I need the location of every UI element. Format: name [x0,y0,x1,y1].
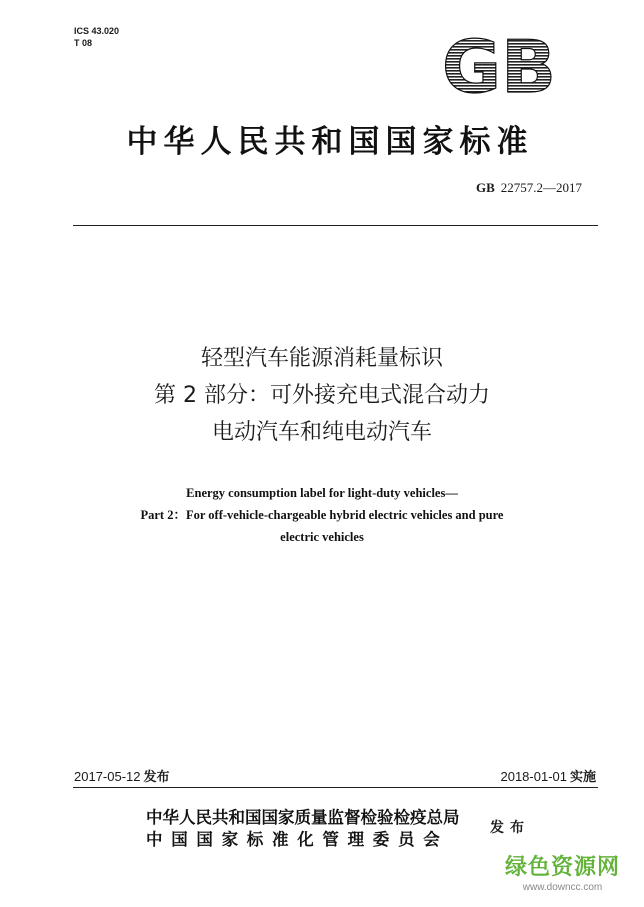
issue-label: 发布 [143,770,170,785]
issuer-sac: 中国国家标准化管理委员会 [146,830,449,849]
issue-date-value: 2017-05-12 [74,769,141,784]
gb-logo-text: GB [442,34,556,98]
implementation-label: 实施 [569,770,596,785]
standard-prefix: GB [475,180,495,195]
title-zh-line1: 轻型汽车能源消耗量标识 [200,346,443,371]
standard-number [476,180,582,196]
title-zh-line2: 第 2 部分：可外接充电式混合动力 [154,383,490,408]
title-en-line3: electric vehicles [280,530,364,544]
ics-code-block [74,25,119,49]
classification-code: T 08 [74,38,93,48]
watermark [505,855,620,895]
standard-type-title: 中华人民共和国国家标准 [126,124,534,160]
top-divider [73,225,598,226]
gb-logo [437,34,562,98]
standard-code: 22757.2—2017 [500,180,582,195]
issuer-aqsiq: 中华人民共和国国家质量监督检验检疫总局 [146,808,460,827]
title-zh-line3: 电动汽车和纯电动汽车 [211,420,432,445]
issue-date [74,766,170,785]
bottom-divider [73,787,598,788]
watermark-url: www.downcc.com [522,882,603,893]
publish-label: 发布 [490,820,530,836]
ics-code: ICS 43.020 [74,26,120,36]
title-en-line2: Part 2：For off-vehicle-chargeable hybrid electric vehicles and pure [140,508,504,522]
implementation-date [500,766,596,785]
implementation-date-value: 2018-01-01 [500,769,567,784]
watermark-text: 绿色资源网 [504,855,620,880]
title-en-line1: Energy consumption label for light-duty vehicles— [186,486,458,500]
